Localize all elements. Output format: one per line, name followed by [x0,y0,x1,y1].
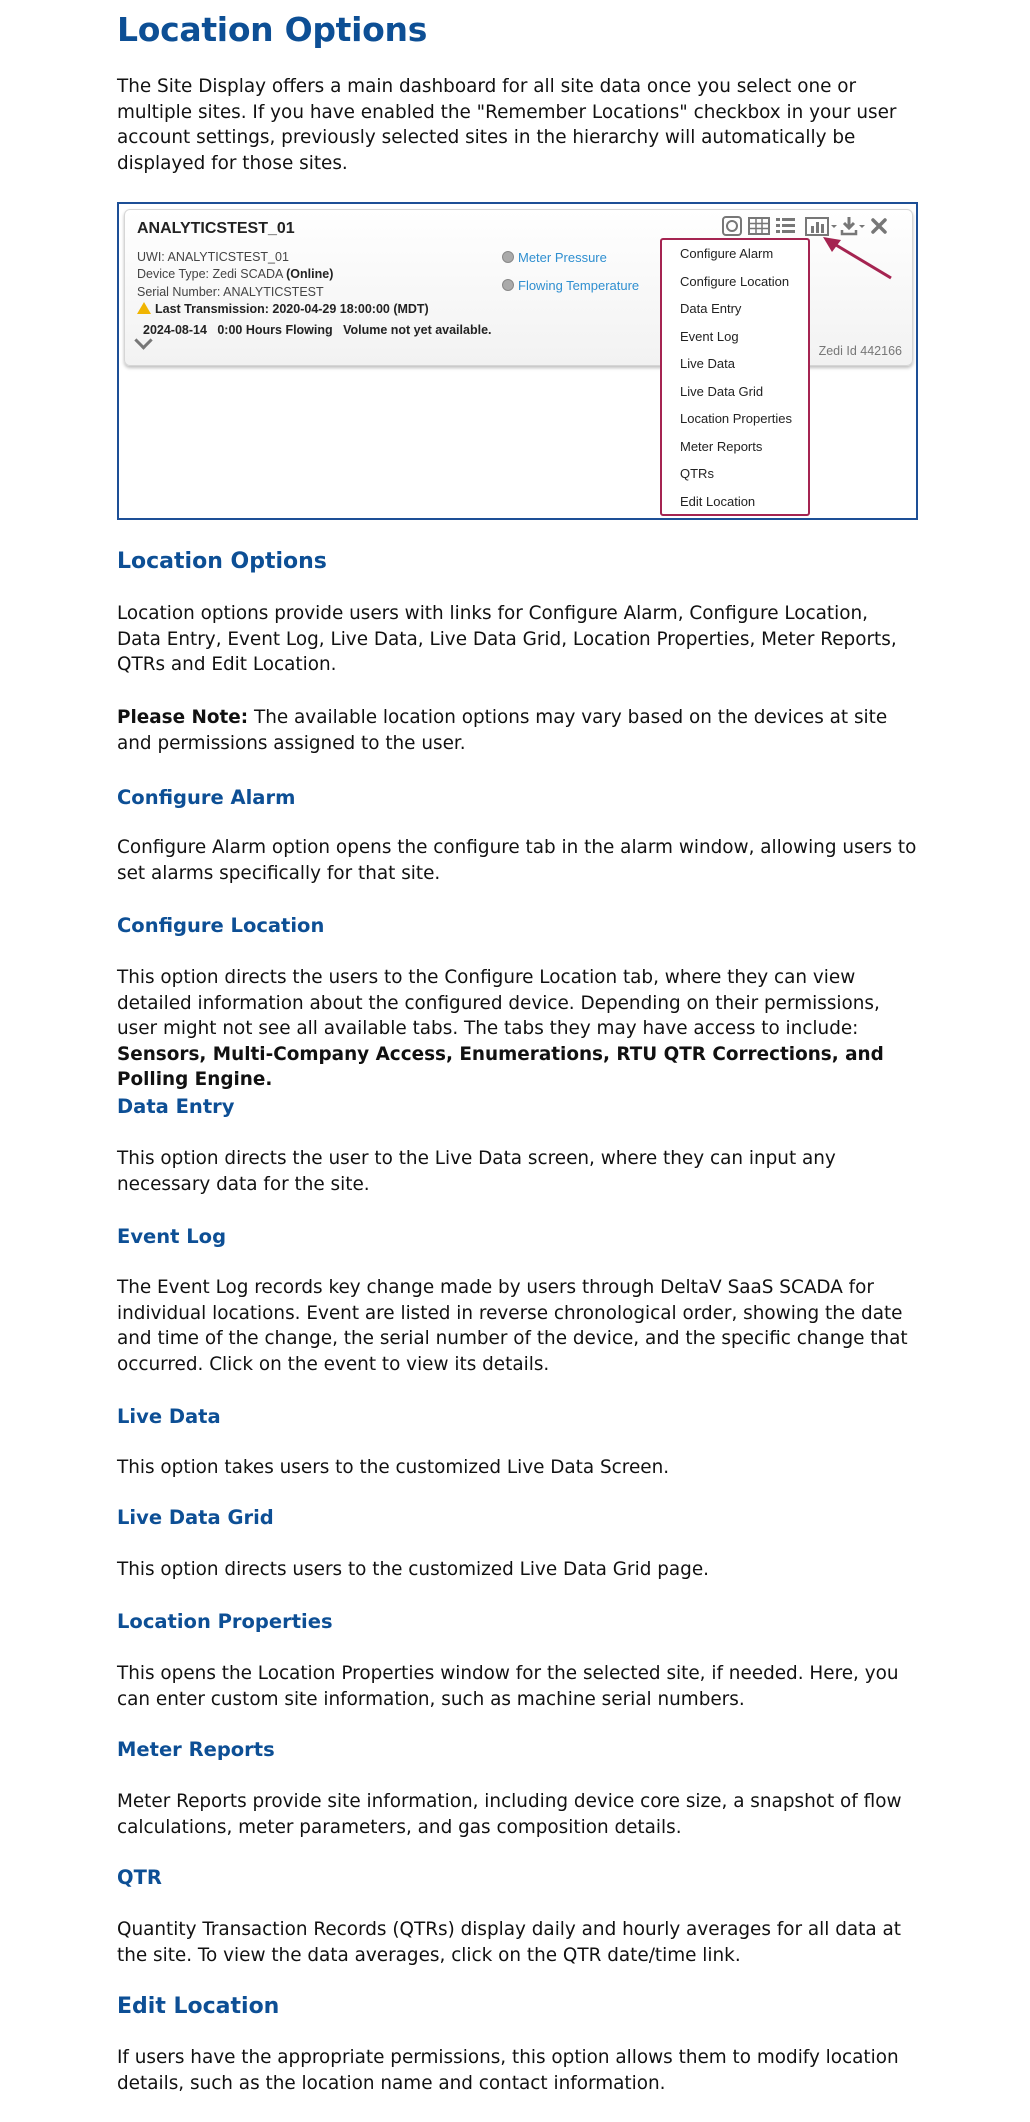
site-name: ANALYTICSTEST_01 [137,220,295,237]
site-display-screenshot [117,202,918,520]
menu-item-live-data[interactable]: Live Data [680,356,735,371]
status-dot-icon [502,251,514,263]
callout-arrow-icon [819,234,899,284]
flow-line: 2024-08-14 0:00 Hours Flowing Volume not yet available. [143,323,492,337]
close-icon[interactable] [873,220,885,232]
text-live-data-grid: This option directs users to the customized Live Data Grid page. [117,1559,710,1580]
zedi-id: Zedi Id 442166 [818,344,902,358]
menu-item-event-log[interactable]: Event Log [680,329,739,344]
chart-icon[interactable] [806,218,837,235]
page-title: Location Options [117,10,428,49]
sensor-meter-pressure[interactable]: Meter Pressure [502,250,607,265]
text-event-log: The Event Log records key change made by users through DeltaV SaaS SCADA for individual locations. Event are listed in reverse chronological order, showing the date and time of the change, the serial number of the device, and the specific change that occurred. Click on the event to view its details. [117,1277,908,1375]
location-options-menu [660,238,810,516]
menu-item-meter-reports[interactable]: Meter Reports [680,439,763,454]
text-edit-location: If users have the appropriate permissions, this option allows them to modify location details, such as the location name and contact information. [117,2047,899,2094]
heading-configure-alarm: Configure Alarm [117,786,296,809]
text-data-entry: This option directs the user to the Live Data screen, where they can input any necessary data for the site. [117,1148,836,1195]
heading-configure-location: Configure Location [117,914,325,937]
configure-location-tabs: Sensors, Multi-Company Access, Enumerations, RTU QTR Corrections, and Polling Engine. [117,1043,884,1090]
sensor-flowing-temperature[interactable]: Flowing Temperature [502,278,639,293]
menu-item-configure-location[interactable]: Configure Location [680,274,790,289]
section-heading: Location Options [117,549,327,574]
text-live-data: This option takes users to the customized Live Data Screen. [117,1457,670,1478]
grid-icon[interactable] [749,218,769,234]
menu-item-live-data-grid[interactable]: Live Data Grid [680,384,764,399]
text-configure-alarm: Configure Alarm option opens the configure tab in the alarm window, allowing users to set alarms specifically for that site. [117,837,917,884]
heading-meter-reports: Meter Reports [117,1738,275,1761]
text-qtr: Quantity Transaction Records (QTRs) display daily and hourly averages for all data at the site. To view the data averages, click on the QTR date/time link. [117,1919,901,1966]
list-icon[interactable] [776,218,795,233]
heading-edit-location: Edit Location [117,1994,280,2019]
serial-text: Serial Number: ANALYTICSTEST [137,285,324,299]
text-configure-location: This option directs the users to the Configure Location tab, where they can view detailed information about the configured device. Depending on their permissions, user might not see all available tabs. The tabs they may have access to include: Sensors, Multi-Company Access, Enumerations, RTU QTR Corrections, and Polling Engine. [117,967,884,1090]
device-type-text: Device Type: Zedi SCADA (Online) [137,267,334,281]
warning-icon [137,302,151,314]
intro-paragraph: The Site Display offers a main dashboard for all site data once you select one or multiple sites. If you have enabled the "Remember Locations" checkbox in your user account settings, previously selected sites in the hierarchy will automatically be displayed for those sites. [117,76,897,174]
menu-item-edit-location[interactable]: Edit Location [680,494,756,509]
heading-data-entry: Data Entry [117,1095,235,1118]
note-paragraph: Please Note: The available location options may vary based on the devices at site and permissions assigned to the user. [117,707,888,754]
menu-item-data-entry[interactable]: Data Entry [680,301,742,316]
note-label: Please Note: [117,707,249,728]
heading-qtr: QTR [117,1866,162,1889]
text-location-properties: This opens the Location Properties window for the selected site, if needed. Here, you can enter custom site information, such as machine serial numbers. [117,1663,899,1710]
status-dot-icon [502,279,514,291]
menu-item-qtrs[interactable]: QTRs [680,466,714,481]
last-transmission: Last Transmission: 2020-04-29 18:00:00 (MDT) [137,302,429,316]
heading-event-log: Event Log [117,1225,227,1248]
heading-location-properties: Location Properties [117,1610,333,1633]
menu-item-configure-alarm[interactable]: Configure Alarm [680,246,774,261]
section-paragraph: Location options provide users with links for Configure Alarm, Configure Location, Data Entry, Event Log, Live Data, Live Data Grid, Location Properties, Meter Reports, QTRs and Edit Location. [117,603,897,675]
heading-live-data-grid: Live Data Grid [117,1506,274,1529]
text-meter-reports: Meter Reports provide site information, including device core size, a snapshot of flow calculations, meter parameters, and gas composition details. [117,1791,902,1838]
uwi-text: UWI: ANALYTICSTEST_01 [137,250,289,264]
menu-item-location-properties[interactable]: Location Properties [680,411,793,426]
download-icon[interactable] [842,217,865,234]
refresh-icon[interactable] [723,217,741,235]
heading-live-data: Live Data [117,1405,221,1428]
device-status: (Online) [286,267,334,281]
